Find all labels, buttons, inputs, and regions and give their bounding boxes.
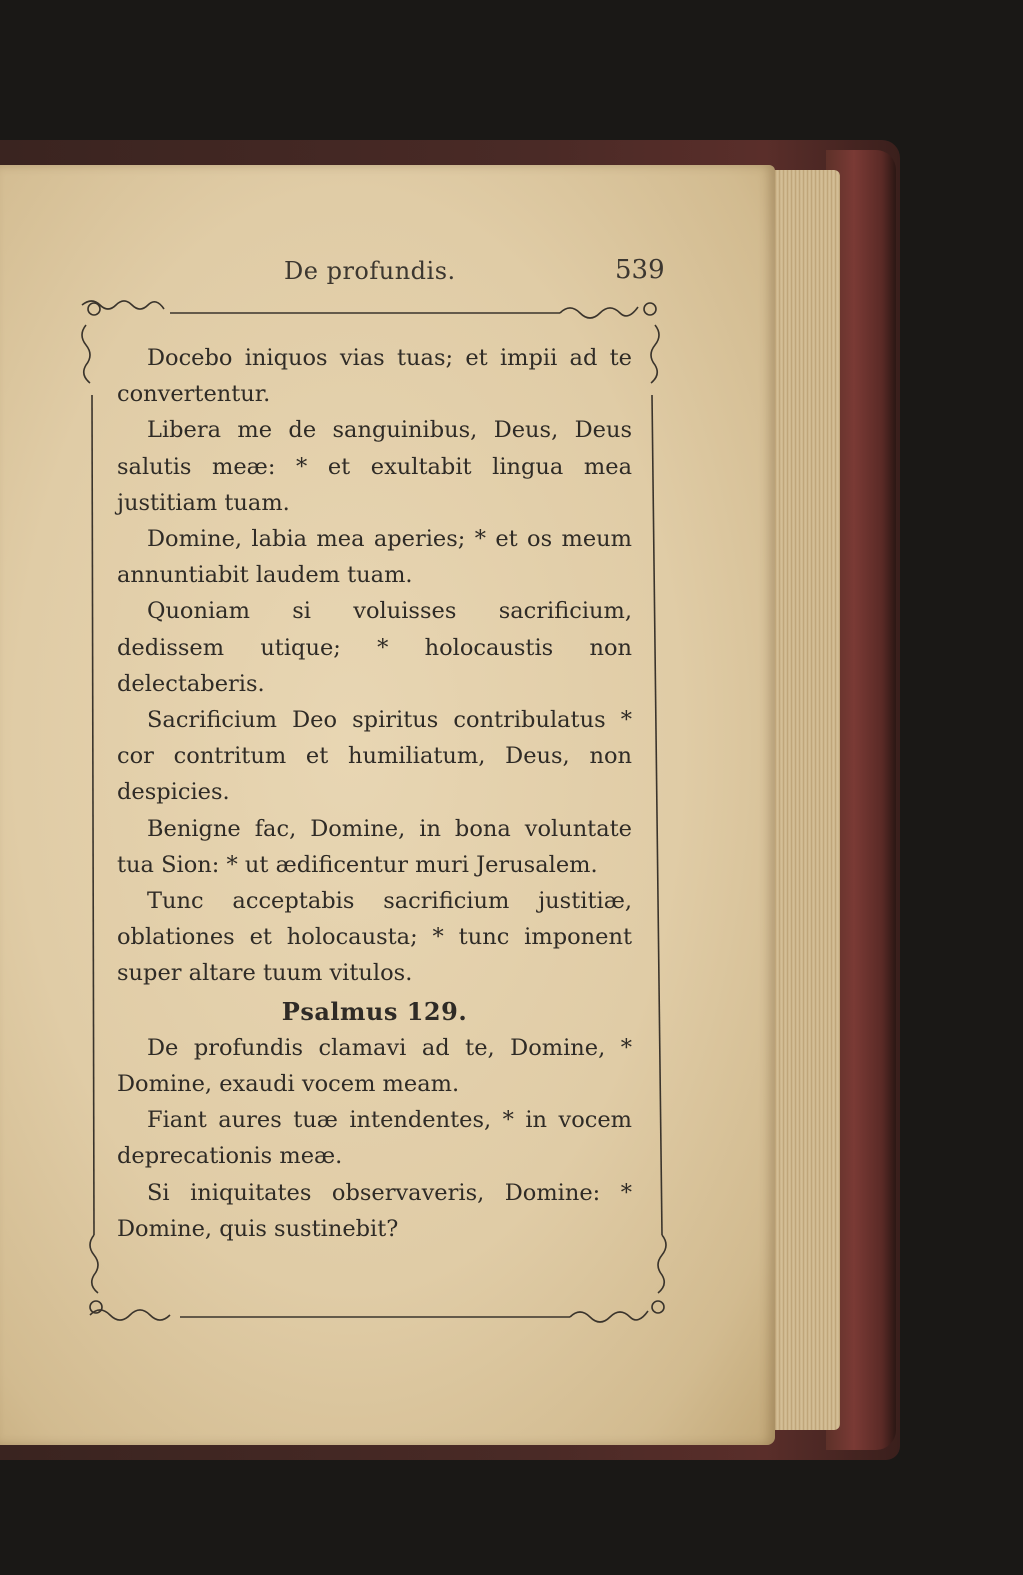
running-title: De profundis. [284, 257, 456, 285]
verse-paragraph: Quoniam si voluisses sacrificium, dedissem utique; * holocaustis non delectaberis. [117, 598, 632, 697]
psalm-verse-paragraph: Si iniquitates observaveris, Domine: * Domine, quis sustinebit? [117, 1179, 632, 1242]
page-body-text [117, 340, 632, 1247]
verse-paragraph: Docebo iniquos vias tuas; et impii ad te convertentur. [117, 345, 632, 408]
verse-paragraph: Domine, labia mea aperies; * et os meum annuntiabit laudem tuam. [117, 526, 632, 589]
verse-paragraph: Benigne fac, Domine, in bona voluntate tua Sion: * ut ædificentur muri Jerusalem. [117, 815, 632, 878]
corner-ornament-bottom-right [570, 1235, 666, 1322]
page-header [0, 255, 700, 295]
verse-paragraph: Libera me de sanguinibus, Deus, Deus salutis meæ: * et exultabit lingua mea justitiam tuam. [117, 417, 632, 516]
psalm-verse-paragraph: Fiant aures tuæ intendentes, * in vocem deprecationis meæ. [117, 1107, 632, 1170]
psalm-heading: Psalmus 129. [281, 996, 468, 1026]
left-rule [92, 395, 94, 1235]
page-number: 539 [615, 255, 665, 285]
verse-paragraph: Tunc acceptabis sacrificium justitiæ, oblationes et holocausta; * tunc imponent super altare tuum vitulos. [117, 888, 632, 987]
verse-paragraph: Sacrificium Deo spiritus contribulatus * cor contritum et humiliatum, Deus, non despicies. [117, 707, 632, 806]
psalm-verse-paragraph: De profundis clamavi ad te, Domine, * Domine, exaudi vocem meam. [117, 1034, 632, 1098]
corner-ornament-bottom-left [90, 1235, 170, 1320]
right-rule [652, 395, 662, 1235]
